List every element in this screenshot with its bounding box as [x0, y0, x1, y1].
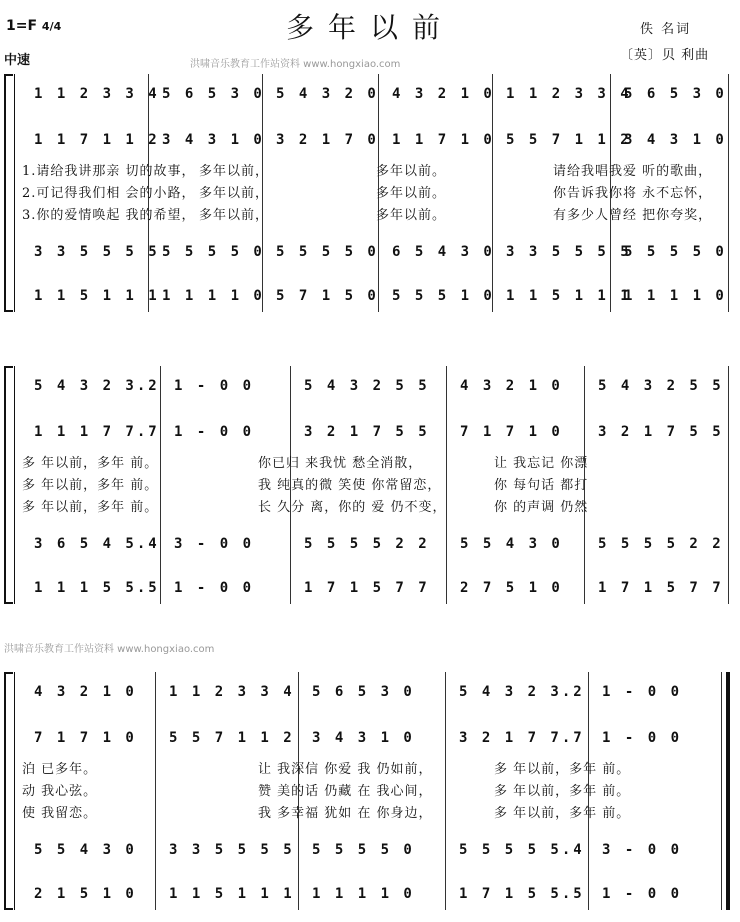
- barline: [728, 74, 729, 312]
- lyric-segment: 多 年以前，多年 前。: [22, 500, 159, 515]
- system-bracket: [4, 672, 13, 910]
- lyric-segment: 1.请给我讲那亲 切的故事，: [22, 164, 196, 179]
- lyric-segment: 我 多幸福 犹如 在 你身边，: [258, 806, 433, 821]
- lyric-segment: 3.你的爱情唤起 我的希望，: [22, 208, 196, 223]
- measure-notes: 1 7 1 5 7 7: [304, 580, 430, 596]
- measure-notes: 1 1 2 3 3 4: [169, 684, 295, 700]
- measure-notes: 5 4 3 2 3.2: [459, 684, 585, 700]
- measure-notes: 3 2 1 7 5 5: [598, 424, 724, 440]
- measure-notes: 1 1 2 3 3 4: [34, 86, 160, 102]
- measure-notes: 4 3 2 1 0: [34, 684, 137, 700]
- measure-notes: 1 1 1 1 0: [162, 288, 265, 304]
- system-line: [14, 366, 15, 604]
- measure-notes: 5 5 5 5 0: [312, 842, 415, 858]
- measure-notes: 1 1 5 1 1 1: [506, 288, 632, 304]
- measure-notes: 1 1 2 3 3 4: [506, 86, 632, 102]
- final-barline: [726, 672, 730, 910]
- lyric-segment: 多年以前。: [376, 208, 447, 223]
- system-bracket: [4, 366, 13, 604]
- measure-notes: 3 3 5 5 5 5: [506, 244, 632, 260]
- lyric-segment: 2.可记得我们相 会的小路，: [22, 186, 196, 201]
- measure-notes: 5 5 5 5 5.4: [459, 842, 585, 858]
- song-title: 多年以前: [285, 11, 454, 44]
- lyric-segment: 泊 已多年。: [22, 762, 98, 777]
- lyric-segment: 你 每句话 都打: [494, 478, 589, 493]
- measure-notes: 3 2 1 7 0: [276, 132, 379, 148]
- measure-notes: 5 4 3 2 3.2: [34, 378, 160, 394]
- lyricist-credit: 佚 名词: [640, 22, 692, 37]
- lyric-segment: 我 纯真的微 笑使 你常留恋，: [258, 478, 442, 493]
- lyric-segment: 多 年以前，多年 前。: [22, 478, 159, 493]
- lyric-segment: 多 年以前，多年 前。: [494, 762, 631, 777]
- measure-notes: 1 - 0 0: [174, 424, 255, 440]
- composer-credit: 〔英〕贝 利曲: [620, 48, 710, 63]
- tempo-marking: 中速: [4, 53, 31, 68]
- lyric-segment: 多 年以前，多年 前。: [494, 806, 631, 821]
- measure-notes: 1 - 0 0: [602, 886, 683, 902]
- measure-notes: 5 5 5 5 0: [624, 244, 727, 260]
- lyric-segment: 动 我心弦。: [22, 784, 98, 799]
- measure-notes: 3 4 3 1 0: [162, 132, 265, 148]
- measure-notes: 3 4 3 1 0: [312, 730, 415, 746]
- measure-notes: 1 - 0 0: [602, 684, 683, 700]
- measure-notes: 1 1 1 1 0: [624, 288, 727, 304]
- lyric-segment: 赞 美的话 仍藏 在 我心间，: [258, 784, 433, 799]
- system-line: [14, 672, 15, 910]
- system-line: [14, 74, 15, 312]
- lyric-segment: 你已归 来我忧 愁全消散，: [258, 456, 423, 471]
- score-system: [0, 366, 740, 604]
- measure-notes: 5 5 5 5 2 2: [304, 536, 430, 552]
- measure-notes: 7 1 7 1 0: [460, 424, 563, 440]
- key-text: 1=F: [6, 18, 38, 34]
- lyric-segment: 你告诉我你将 永不忘怀，: [553, 186, 713, 201]
- measure-notes: 1 1 1 7 7.7: [34, 424, 160, 440]
- lyric-segment: 多 年以前，多年 前。: [22, 456, 159, 471]
- measure-notes: 3 4 3 1 0: [624, 132, 727, 148]
- measure-notes: 5 4 3 2 0: [276, 86, 379, 102]
- lyric-segment: 多年以前，: [199, 208, 270, 223]
- time-signature: 4/4: [41, 20, 62, 33]
- measure-notes: 2 7 5 1 0: [460, 580, 563, 596]
- measure-notes: 3 6 5 4 5.4: [34, 536, 160, 552]
- measure-notes: 7 1 7 1 0: [34, 730, 137, 746]
- barline: [721, 672, 722, 910]
- key-signature: [6, 18, 61, 34]
- measure-notes: 1 7 1 5 7 7: [598, 580, 724, 596]
- measure-notes: 1 7 1 5 5.5: [459, 886, 585, 902]
- measure-notes: 3 2 1 7 7.7: [459, 730, 585, 746]
- measure-notes: 3 2 1 7 5 5: [304, 424, 430, 440]
- measure-notes: 2 1 5 1 0: [34, 886, 137, 902]
- lyric-segment: 请给我唱我爱 听的歌曲，: [553, 164, 713, 179]
- barline: [445, 672, 446, 910]
- measure-notes: 5 6 5 3 0: [624, 86, 727, 102]
- measure-notes: 1 - 0 0: [602, 730, 683, 746]
- measure-notes: 5 6 5 3 0: [162, 86, 265, 102]
- measure-notes: 5 5 4 3 0: [460, 536, 563, 552]
- lyric-segment: 多年以前，: [199, 186, 270, 201]
- barline: [446, 366, 447, 604]
- barline: [728, 366, 729, 604]
- measure-notes: 5 5 5 1 0: [392, 288, 495, 304]
- measure-notes: 5 4 3 2 5 5: [304, 378, 430, 394]
- lyric-segment: 你 的声调 仍然: [494, 500, 589, 515]
- measure-notes: 5 6 5 3 0: [312, 684, 415, 700]
- measure-notes: 5 5 7 1 1 2: [506, 132, 632, 148]
- measure-notes: 1 - 0 0: [174, 580, 255, 596]
- measure-notes: 6 5 4 3 0: [392, 244, 495, 260]
- measure-notes: 5 7 1 5 0: [276, 288, 379, 304]
- measure-notes: 4 3 2 1 0: [460, 378, 563, 394]
- score-system: [0, 672, 740, 910]
- measure-notes: 1 - 0 0: [174, 378, 255, 394]
- barline: [155, 672, 156, 910]
- system-bracket: [4, 74, 13, 312]
- measure-notes: 3 - 0 0: [174, 536, 255, 552]
- measure-notes: 5 5 4 3 0: [34, 842, 137, 858]
- measure-notes: 5 5 5 5 2 2: [598, 536, 724, 552]
- lyric-segment: 多年以前。: [376, 164, 447, 179]
- measure-notes: 1 1 7 1 0: [392, 132, 495, 148]
- measure-notes: 5 5 7 1 1 2: [169, 730, 295, 746]
- lyric-segment: 使 我留恋。: [22, 806, 98, 821]
- measure-notes: 1 1 5 1 1 1: [169, 886, 295, 902]
- measure-notes: 4 3 2 1 0: [392, 86, 495, 102]
- score-system: [0, 74, 740, 312]
- measure-notes: 3 3 5 5 5 5: [34, 244, 160, 260]
- lyric-segment: 多年以前，: [199, 164, 270, 179]
- measure-notes: 5 5 5 5 0: [276, 244, 379, 260]
- measure-notes: 1 1 5 1 1 1: [34, 288, 160, 304]
- barline: [160, 366, 161, 604]
- watermark: 洪啸音乐教育工作站资料 www.hongxiao.com: [4, 644, 215, 655]
- measure-notes: 3 - 0 0: [602, 842, 683, 858]
- lyric-segment: 让 我深信 你爱 我 仍如前，: [258, 762, 433, 777]
- lyric-segment: 有多少人曾经 把你夸奖，: [553, 208, 713, 223]
- measure-notes: 5 5 5 5 0: [162, 244, 265, 260]
- measure-notes: 5 4 3 2 5 5: [598, 378, 724, 394]
- measure-notes: 1 1 7 1 1 2: [34, 132, 160, 148]
- measure-notes: 3 3 5 5 5 5: [169, 842, 295, 858]
- watermark: 洪啸音乐教育工作站资料 www.hongxiao.com: [190, 59, 401, 70]
- lyric-segment: 多 年以前，多年 前。: [494, 784, 631, 799]
- lyric-segment: 让 我忘记 你漂: [494, 456, 589, 471]
- measure-notes: 1 1 1 5 5.5: [34, 580, 160, 596]
- lyric-segment: 长 久分 离，你的 爱 仍不变，: [258, 500, 447, 515]
- barline: [492, 74, 493, 312]
- lyric-segment: 多年以前。: [376, 186, 447, 201]
- measure-notes: 1 1 1 1 0: [312, 886, 415, 902]
